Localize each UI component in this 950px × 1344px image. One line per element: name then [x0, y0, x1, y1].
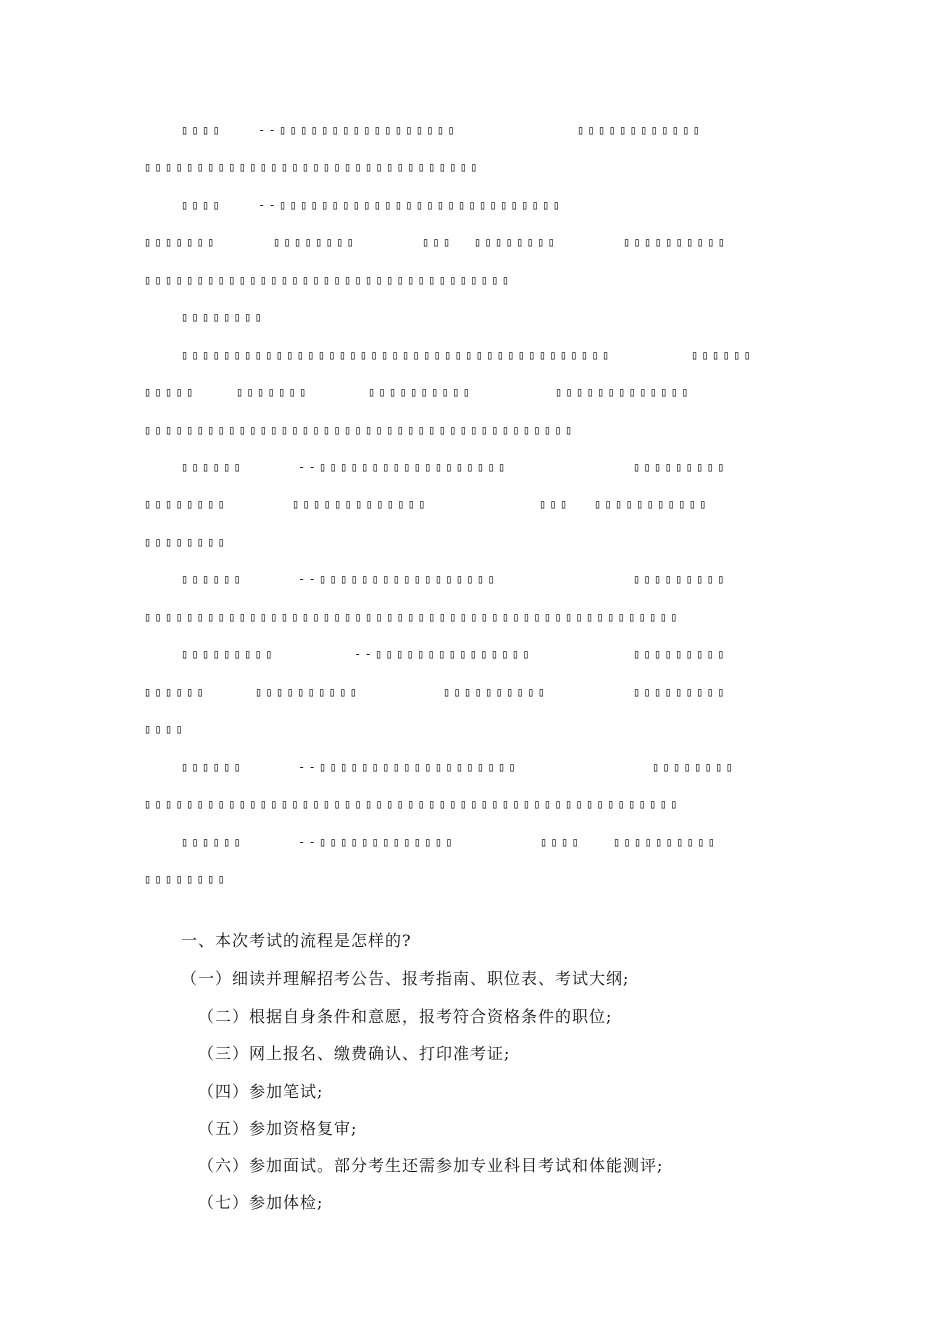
garbled-segment: ▯▯▯▯▯▯	[181, 460, 245, 474]
faq-list-item: （二）根据自身条件和意愿，报考符合资格条件的职位;	[198, 1007, 613, 1026]
garbled-segment: ▯▯▯▯	[181, 123, 224, 137]
garbled-segment: ▯▯▯▯▯▯▯▯▯▯	[368, 385, 474, 399]
garbled-segment: ▯▯▯▯▯▯▯▯	[273, 235, 358, 249]
garbled-segment: ▯▯▯▯	[540, 835, 583, 849]
faq-list-item: （六）参加面试。部分考生还需参加专业科目考试和体能测评;	[198, 1156, 664, 1175]
garbled-segment: ▯▯▯▯▯▯▯▯▯▯▯▯▯▯▯▯▯▯▯▯▯▯▯▯▯▯▯▯▯▯▯▯▯▯▯	[144, 273, 513, 287]
garbled-segment: --▯▯▯▯▯▯▯▯▯▯▯▯▯▯▯	[354, 647, 533, 661]
garbled-segment: --▯▯▯▯▯▯▯▯▯▯▯▯▯▯▯▯▯▯	[298, 460, 509, 474]
faq-list-item: （三）网上报名、缴费确认、打印准考证;	[198, 1044, 511, 1063]
garbled-segment: ▯▯▯▯▯▯▯▯	[181, 310, 266, 324]
garbled-segment: ▯▯▯▯▯▯▯▯▯▯▯▯▯▯▯▯▯▯▯▯▯▯▯▯▯▯▯▯▯▯▯▯	[144, 160, 481, 174]
garbled-segment: ▯▯▯▯▯	[144, 385, 197, 399]
garbled-segment: ▯▯▯▯▯▯▯▯▯▯	[443, 685, 549, 699]
garbled-segment: ▯▯▯▯▯▯▯▯▯▯▯▯▯	[292, 497, 429, 511]
garbled-segment: ▯▯▯▯▯▯▯▯▯	[633, 460, 728, 474]
garbled-segment: ▯▯▯	[539, 497, 571, 511]
faq-list-item: （四）参加笔试;	[198, 1082, 324, 1101]
garbled-segment: ▯▯▯▯▯▯▯▯	[144, 535, 229, 549]
garbled-segment: ▯▯▯▯▯▯▯▯▯	[633, 685, 728, 699]
garbled-segment: ▯▯▯▯▯▯▯▯▯▯▯▯▯▯▯▯▯▯▯▯▯▯▯▯▯▯▯▯▯▯▯▯▯▯▯▯▯▯▯▯▯▯▯▯▯▯▯▯▯▯▯	[144, 797, 681, 811]
faq-heading: 一、本次考试的流程是怎样的?	[181, 931, 412, 950]
garbled-segment: --▯▯▯▯▯▯▯▯▯▯▯▯▯▯▯▯▯	[258, 123, 458, 137]
garbled-segment: ▯▯▯▯▯▯	[691, 348, 755, 362]
garbled-segment: ▯▯▯▯▯▯▯▯▯▯	[623, 235, 729, 249]
garbled-segment: ▯▯▯▯▯▯▯	[144, 235, 218, 249]
garbled-segment: ▯▯▯▯▯▯▯▯▯	[633, 572, 728, 586]
garbled-segment: ▯▯▯▯▯▯▯▯▯▯▯▯▯▯▯▯▯▯▯▯▯▯▯▯▯▯▯▯▯▯▯▯▯▯▯▯▯▯▯▯▯	[181, 348, 613, 362]
garbled-segment: ▯▯▯▯▯▯▯▯	[474, 235, 559, 249]
garbled-segment: --▯▯▯▯▯▯▯▯▯▯▯▯▯	[298, 835, 456, 849]
garbled-segment: --▯▯▯▯▯▯▯▯▯▯▯▯▯▯▯▯▯	[298, 572, 498, 586]
garbled-segment: ▯▯▯▯▯▯	[144, 685, 208, 699]
faq-list-item: （一）细读并理解招考公告、报考指南、职位表、考试大纲;	[181, 969, 630, 988]
garbled-segment: ▯▯▯▯▯▯▯▯▯▯▯▯▯	[555, 385, 692, 399]
garbled-segment: ▯▯▯▯	[181, 198, 224, 212]
garbled-segment: ▯▯▯▯▯▯▯▯	[144, 497, 229, 511]
garbled-segment: --▯▯▯▯▯▯▯▯▯▯▯▯▯▯▯▯▯▯▯▯▯▯▯▯▯▯▯	[258, 198, 564, 212]
garbled-segment: --▯▯▯▯▯▯▯▯▯▯▯▯▯▯▯▯▯▯▯	[298, 760, 520, 774]
garbled-segment: ▯▯▯▯▯▯▯▯	[144, 872, 229, 886]
faq-list-item: （五）参加资格复审;	[198, 1119, 358, 1138]
garbled-segment: ▯▯▯▯▯▯▯▯	[652, 760, 737, 774]
garbled-segment: ▯▯▯▯▯▯▯▯▯▯	[613, 835, 719, 849]
faq-list-item: （七）参加体检;	[198, 1193, 324, 1212]
garbled-segment: ▯▯▯▯▯▯▯▯▯	[181, 647, 276, 661]
garbled-segment: ▯▯▯▯▯▯	[181, 835, 245, 849]
garbled-segment: ▯▯▯▯	[144, 722, 187, 736]
garbled-segment: ▯▯▯▯▯▯▯▯▯▯▯	[594, 497, 710, 511]
garbled-segment: ▯▯▯	[422, 235, 454, 249]
garbled-segment: ▯▯▯▯▯▯▯▯▯▯▯▯▯▯▯▯▯▯▯▯▯▯▯▯▯▯▯▯▯▯▯▯▯▯▯▯▯▯▯▯▯▯▯▯▯▯▯▯▯▯▯	[144, 610, 681, 624]
garbled-segment: ▯▯▯▯▯▯▯▯▯	[633, 647, 728, 661]
garbled-segment: ▯▯▯▯▯▯▯▯▯▯▯▯	[577, 123, 704, 137]
garbled-segment: ▯▯▯▯▯▯▯	[236, 385, 310, 399]
garbled-segment: ▯▯▯▯▯▯	[181, 760, 245, 774]
garbled-segment: ▯▯▯▯▯▯▯▯▯▯	[255, 685, 361, 699]
garbled-segment: ▯▯▯▯▯▯▯▯▯▯▯▯▯▯▯▯▯▯▯▯▯▯▯▯▯▯▯▯▯▯▯▯▯▯▯▯▯▯▯▯▯	[144, 423, 576, 437]
garbled-segment: ▯▯▯▯▯▯	[181, 572, 245, 586]
